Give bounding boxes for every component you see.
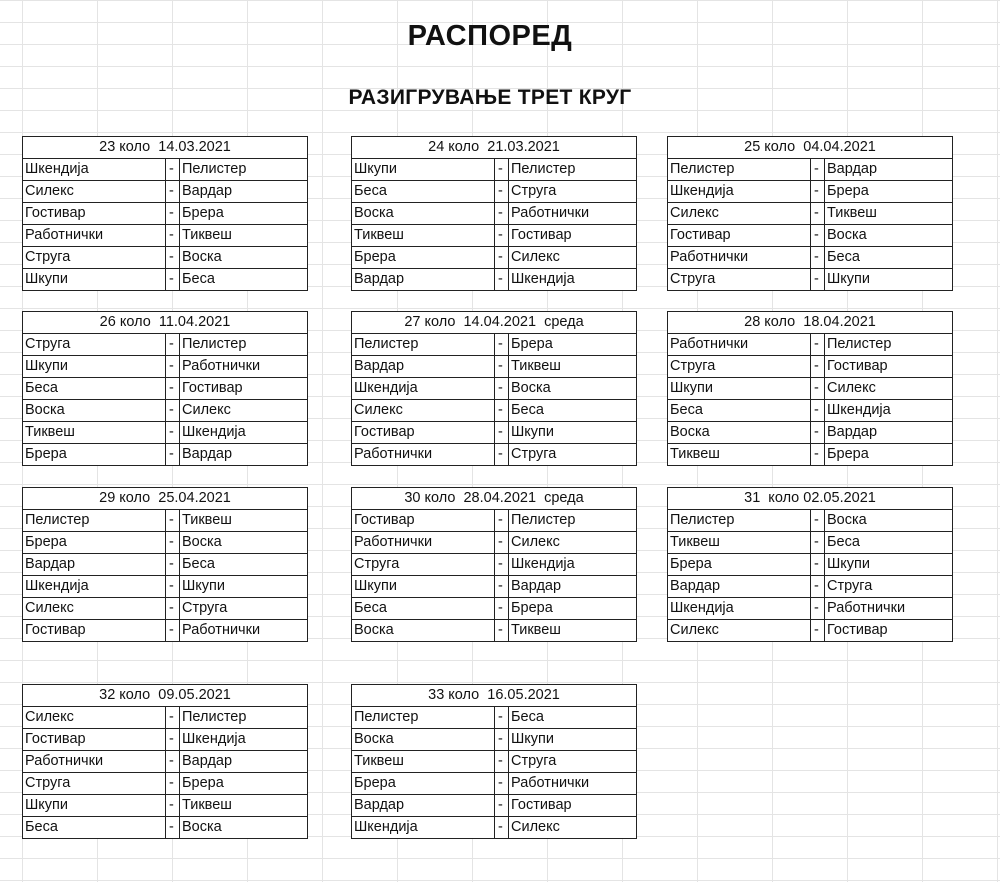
away-team: Брера [182,205,224,221]
round-header: 32 коло 09.05.2021 [23,685,307,707]
match-separator: - [495,247,509,268]
home-team: Шкупи [352,159,495,180]
away-team: Гостивар [511,797,572,813]
away-team: Шкендија [827,402,891,418]
match-separator: - [166,554,180,575]
match-row [668,356,952,378]
match-separator: - [495,598,509,619]
match-separator: - [811,159,825,180]
home-team: Брера [23,532,166,553]
away-team: Воска [827,227,867,243]
away-team: Шкупи [511,731,554,747]
match-separator: - [811,532,825,553]
home-team: Струга [668,356,811,377]
match-row [668,598,952,620]
round-header: 23 коло 14.03.2021 [23,137,307,159]
away-team: Тиквеш [511,622,561,638]
away-team: Тиквеш [182,512,232,528]
home-team: Вардар [352,269,495,290]
home-team: Гостивар [352,422,495,443]
away-team: Силекс [827,380,876,396]
page-subtitle: РАЗИГРУВАЊЕ ТРЕТ КРУГ [348,86,632,109]
match-separator: - [166,576,180,597]
round-table [22,487,308,642]
match-separator: - [166,751,180,772]
match-row [23,422,307,444]
round-header: 27 коло 14.04.2021 среда [352,312,636,334]
away-team: Вардар [182,446,233,462]
away-team: Работнички [182,358,261,374]
away-team: Воска [182,249,222,265]
match-row [23,598,307,620]
home-team: Шкендија [23,159,166,180]
away-team: Воска [182,534,222,550]
home-team: Шкупи [352,576,495,597]
home-team: Тиквеш [668,444,811,465]
match-row [352,773,636,795]
match-row [352,269,636,290]
match-row [23,203,307,225]
match-separator: - [811,247,825,268]
away-team: Брера [511,600,553,616]
match-row [352,598,636,620]
home-team: Силекс [668,620,811,641]
match-separator: - [166,795,180,816]
match-separator: - [811,378,825,399]
match-row [352,554,636,576]
away-team: Шкупи [182,578,225,594]
match-separator: - [166,181,180,202]
match-row [668,225,952,247]
round-header: 25 коло 04.04.2021 [668,137,952,159]
match-separator: - [166,510,180,531]
match-separator: - [166,773,180,794]
match-separator: - [166,444,180,465]
away-team: Брера [827,183,869,199]
away-team: Струга [182,600,228,616]
match-row [668,444,952,465]
away-team: Вардар [182,183,233,199]
match-separator: - [811,576,825,597]
home-team: Тиквеш [668,532,811,553]
match-separator: - [495,444,509,465]
away-team: Работнички [827,600,906,616]
round-table [22,311,308,466]
away-team: Беса [182,556,215,572]
away-team: Вардар [182,753,233,769]
match-separator: - [495,422,509,443]
home-team: Гостивар [23,729,166,750]
match-separator: - [811,444,825,465]
match-row [352,729,636,751]
match-row [352,356,636,378]
away-team: Вардар [827,161,878,177]
page-title: РАСПОРЕД [407,20,573,52]
away-team: Струга [511,753,557,769]
round-table [351,487,637,642]
match-row [668,159,952,181]
match-row [23,554,307,576]
match-row [352,620,636,641]
away-team: Струга [511,446,557,462]
away-team: Беса [827,534,860,550]
home-team: Брера [23,444,166,465]
round-table [351,684,637,839]
match-row [23,356,307,378]
home-team: Вардар [352,356,495,377]
match-row [668,510,952,532]
match-row [23,773,307,795]
away-team: Струга [511,183,557,199]
home-team: Работнички [668,247,811,268]
match-row [352,510,636,532]
match-row [352,225,636,247]
match-row [352,247,636,269]
match-separator: - [166,159,180,180]
home-team: Шкупи [23,269,166,290]
home-team: Пелистер [352,334,495,355]
match-row [23,247,307,269]
match-row [668,181,952,203]
home-team: Воска [352,203,495,224]
match-row [668,576,952,598]
match-row [23,400,307,422]
home-team: Работнички [352,532,495,553]
round-table [22,136,308,291]
match-separator: - [811,181,825,202]
home-team: Шкупи [23,356,166,377]
match-row [352,378,636,400]
match-separator: - [166,729,180,750]
match-separator: - [166,707,180,728]
away-team: Брера [827,446,869,462]
home-team: Силекс [23,707,166,728]
away-team: Пелистер [182,161,247,177]
match-row [23,532,307,554]
match-separator: - [811,422,825,443]
home-team: Гостивар [668,225,811,246]
match-row [668,620,952,641]
match-row [668,532,952,554]
away-team: Беса [511,402,544,418]
home-team: Струга [352,554,495,575]
away-team: Гостивар [827,358,888,374]
home-team: Силекс [23,598,166,619]
match-separator: - [166,334,180,355]
match-separator: - [166,400,180,421]
away-team: Шкупи [827,556,870,572]
match-separator: - [811,620,825,641]
match-separator: - [495,269,509,290]
home-team: Беса [668,400,811,421]
match-separator: - [166,356,180,377]
match-separator: - [811,269,825,290]
away-team: Беса [511,709,544,725]
match-separator: - [166,532,180,553]
match-row [352,334,636,356]
match-row [23,444,307,465]
away-team: Брера [511,336,553,352]
match-separator: - [166,225,180,246]
away-team: Гостивар [182,380,243,396]
match-separator: - [495,707,509,728]
away-team: Силекс [182,402,231,418]
match-row [23,817,307,838]
match-separator: - [495,729,509,750]
home-team: Шкендија [23,576,166,597]
away-team: Беса [827,249,860,265]
match-separator: - [495,817,509,838]
home-team: Тиквеш [352,751,495,772]
match-separator: - [166,817,180,838]
away-team: Шкупи [511,424,554,440]
match-row [668,400,952,422]
match-separator: - [495,532,509,553]
away-team: Шкендија [511,556,575,572]
home-team: Шкупи [23,795,166,816]
match-row [23,269,307,290]
away-team: Брера [182,775,224,791]
match-separator: - [166,422,180,443]
match-separator: - [495,356,509,377]
home-team: Вардар [352,795,495,816]
match-row [668,203,952,225]
away-team: Тиквеш [511,358,561,374]
home-team: Шкендија [352,378,495,399]
match-row [23,795,307,817]
match-separator: - [166,269,180,290]
round-table [667,487,953,642]
home-team: Работнички [23,225,166,246]
match-row [352,159,636,181]
home-team: Беса [352,598,495,619]
match-separator: - [166,203,180,224]
match-row [352,181,636,203]
match-separator: - [495,510,509,531]
round-header: 28 коло 18.04.2021 [668,312,952,334]
home-team: Брера [668,554,811,575]
match-separator: - [495,159,509,180]
match-row [23,620,307,641]
round-header: 26 коло 11.04.2021 [23,312,307,334]
home-team: Воска [352,620,495,641]
away-team: Пелистер [182,709,247,725]
away-team: Беса [182,271,215,287]
away-team: Пелистер [182,336,247,352]
round-header: 33 коло 16.05.2021 [352,685,636,707]
away-team: Гостивар [511,227,572,243]
match-row [23,159,307,181]
away-team: Силекс [511,819,560,835]
home-team: Гостивар [23,620,166,641]
home-team: Беса [23,817,166,838]
round-table [667,311,953,466]
round-header: 31 коло 02.05.2021 [668,488,952,510]
round-table [22,684,308,839]
match-separator: - [495,334,509,355]
match-row [23,181,307,203]
match-row [668,247,952,269]
home-team: Пелистер [668,510,811,531]
match-separator: - [495,576,509,597]
match-row [23,576,307,598]
match-separator: - [811,334,825,355]
round-table [351,136,637,291]
away-team: Тиквеш [182,227,232,243]
match-row [23,729,307,751]
round-table [351,311,637,466]
match-separator: - [495,400,509,421]
away-team: Воска [511,380,551,396]
away-team: Шкупи [827,271,870,287]
round-table [667,136,953,291]
away-team: Шкендија [182,424,246,440]
match-separator: - [811,510,825,531]
match-separator: - [811,356,825,377]
away-team: Шкендија [182,731,246,747]
match-row [352,817,636,838]
home-team: Вардар [668,576,811,597]
away-team: Вардар [827,424,878,440]
away-team: Работнички [182,622,261,638]
home-team: Брера [352,773,495,794]
away-team: Воска [827,512,867,528]
away-team: Вардар [511,578,562,594]
match-separator: - [495,773,509,794]
match-row [352,400,636,422]
match-separator: - [166,378,180,399]
home-team: Воска [23,400,166,421]
match-row [23,510,307,532]
home-team: Шкупи [668,378,811,399]
home-team: Гостивар [23,203,166,224]
home-team: Тиквеш [23,422,166,443]
home-team: Брера [352,247,495,268]
home-team: Силекс [668,203,811,224]
away-team: Тиквеш [827,205,877,221]
match-row [668,269,952,290]
away-team: Пелистер [511,512,576,528]
match-row [23,378,307,400]
match-row [352,707,636,729]
match-row [352,203,636,225]
match-separator: - [811,554,825,575]
away-team: Работнички [511,775,590,791]
away-team: Струга [827,578,873,594]
match-row [23,751,307,773]
match-separator: - [495,620,509,641]
match-separator: - [495,751,509,772]
home-team: Беса [23,378,166,399]
home-team: Воска [352,729,495,750]
home-team: Струга [668,269,811,290]
match-row [23,225,307,247]
away-team: Воска [182,819,222,835]
match-separator: - [811,400,825,421]
match-row [352,751,636,773]
away-team: Шкендија [511,271,575,287]
home-team: Воска [668,422,811,443]
match-separator: - [495,378,509,399]
round-header: 24 коло 21.03.2021 [352,137,636,159]
match-separator: - [811,225,825,246]
home-team: Работнички [23,751,166,772]
away-team: Тиквеш [182,797,232,813]
match-separator: - [811,203,825,224]
home-team: Гостивар [352,510,495,531]
round-header: 29 коло 25.04.2021 [23,488,307,510]
match-row [23,334,307,356]
away-team: Пелистер [827,336,892,352]
home-team: Вардар [23,554,166,575]
home-team: Струга [23,247,166,268]
home-team: Пелистер [668,159,811,180]
match-separator: - [495,203,509,224]
home-team: Силекс [352,400,495,421]
match-separator: - [811,598,825,619]
away-team: Силекс [511,249,560,265]
home-team: Струга [23,334,166,355]
home-team: Работнички [352,444,495,465]
home-team: Шкендија [668,181,811,202]
match-row [668,554,952,576]
home-team: Пелистер [352,707,495,728]
home-team: Работнички [668,334,811,355]
match-separator: - [495,554,509,575]
match-row [352,532,636,554]
match-separator: - [166,620,180,641]
away-team: Работнички [511,205,590,221]
match-separator: - [495,225,509,246]
home-team: Шкендија [352,817,495,838]
home-team: Беса [352,181,495,202]
home-team: Шкендија [668,598,811,619]
match-row [23,707,307,729]
match-row [668,334,952,356]
away-team: Гостивар [827,622,888,638]
home-team: Силекс [23,181,166,202]
match-row [352,444,636,465]
match-separator: - [495,181,509,202]
match-separator: - [166,598,180,619]
round-header: 30 коло 28.04.2021 среда [352,488,636,510]
match-separator: - [166,247,180,268]
match-separator: - [495,795,509,816]
match-row [352,576,636,598]
match-row [352,422,636,444]
home-team: Тиквеш [352,225,495,246]
away-team: Пелистер [511,161,576,177]
match-row [668,378,952,400]
match-row [668,422,952,444]
home-team: Струга [23,773,166,794]
away-team: Силекс [511,534,560,550]
match-row [352,795,636,817]
home-team: Пелистер [23,510,166,531]
